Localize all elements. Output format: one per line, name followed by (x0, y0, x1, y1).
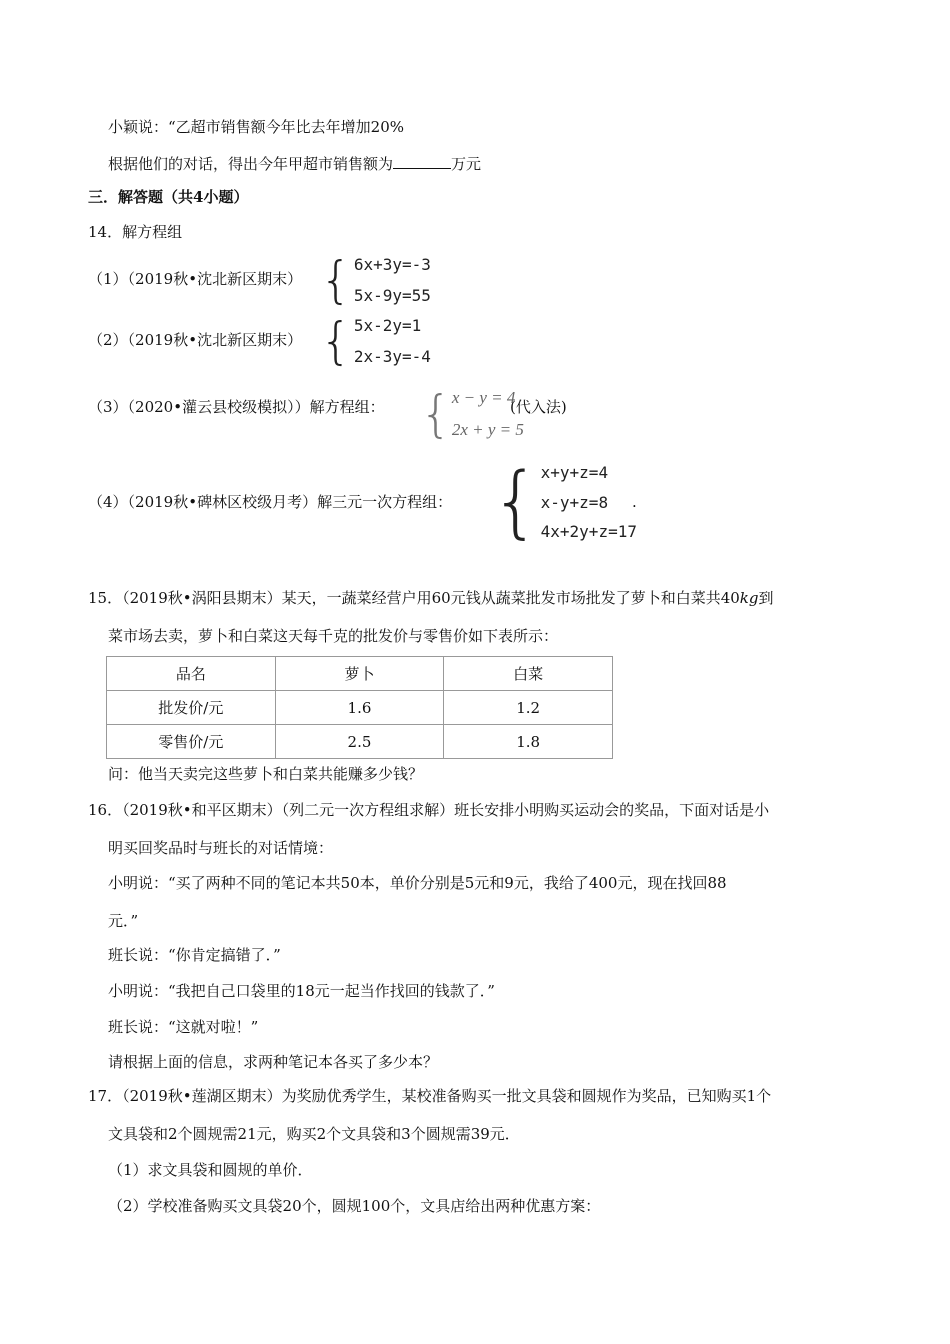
table-cell: 1.6 (275, 691, 444, 725)
equation: x+y+z=4 (540, 463, 609, 482)
equation: 5x-9y=55 (353, 286, 431, 305)
equation: x − y = 4 (451, 388, 516, 407)
q14-part3-note: (代入法) (510, 398, 567, 416)
brace-icon: { (320, 251, 352, 309)
q15-line-1-text: 15．（2019秋•涡阳县期末）某天，一蔬菜经营户用60元钱从蔬菜批发市场批发了萝卜和白菜共40 (88, 589, 740, 607)
equation: 5x-2y=1 (353, 316, 422, 335)
q14-part4-end: . (632, 493, 637, 511)
intro-line-2-unit: 万元 (451, 155, 482, 173)
equation: 6x+3y=-3 (353, 255, 431, 274)
table-cell: 2.5 (275, 725, 444, 759)
q14-part3-system (420, 385, 524, 443)
brace-icon: { (320, 312, 352, 370)
answer-blank[interactable] (393, 154, 451, 169)
q16-line-8: 请根据上面的信息，求两种笔记本各买了多少本？ (108, 1053, 439, 1071)
q15-line-1 (88, 588, 774, 608)
q15-line-2: 菜市场去卖，萝卜和白菜这天每千克的批发价与零售价如下表所示： (108, 627, 559, 645)
intro-line-2-text: 根据他们的对话，得出今年甲超市销售额为 (108, 155, 394, 173)
q16-line-6: 小明说：“我把自己口袋里的18元一起当作找回的钱款了．” (108, 982, 495, 1000)
q14-title: 14．解方程组 (88, 223, 183, 241)
brace-icon: { (420, 385, 452, 443)
price-table (106, 656, 613, 759)
q17-line-3: （1）求文具袋和圆规的单价． (108, 1161, 313, 1179)
table-header-cell: 萝卜 (275, 657, 444, 691)
q16-line-7: 班长说：“这就对啦！” (108, 1018, 259, 1036)
q14-part2-label: （2）（2019秋•沈北新区期末） (88, 331, 303, 349)
intro-line-2 (108, 154, 481, 174)
q15-line-1-end: 到 (758, 589, 774, 607)
brace-icon: { (491, 457, 541, 547)
q14-part4-system (491, 457, 637, 547)
q15-unit: kg (739, 589, 759, 607)
table-header-cell: 白菜 (444, 657, 613, 691)
q14-part2-system (320, 312, 431, 370)
table-cell: 1.8 (444, 725, 613, 759)
q17-line-1: 17．（2019秋•莲湖区期末）为奖励优秀学生，某校准备购买一批文具袋和圆规作为奖品，已知购买1个 (88, 1087, 772, 1105)
q14-part3-label: （3）（2020•灌云县校级模拟））解方程组： (88, 398, 385, 416)
intro-line-1: 小颖说：“乙超市销售额今年比去年增加20% (108, 118, 405, 136)
table-cell: 批发价/元 (107, 691, 276, 725)
q16-line-3: 小明说：“买了两种不同的笔记本共50本，单价分别是5元和9元，我给了400元，现在找回88 (108, 874, 727, 892)
equation: 2x-3y=-4 (353, 347, 431, 366)
q17-line-2: 文具袋和2个圆规需21元，购买2个文具袋和3个圆规需39元． (108, 1125, 520, 1143)
table-cell: 零售价/元 (107, 725, 276, 759)
q17-line-4: （2）学校准备购买文具袋20个，圆规100个，文具店给出两种优惠方案： (108, 1197, 601, 1215)
q16-line-4: 元．” (108, 912, 139, 930)
section-title: 三．解答题（共4小题） (88, 188, 249, 206)
equation: 4x+2y+z=17 (540, 522, 637, 541)
q15-question: 问：他当天卖完这些萝卜和白菜共能赚多少钱？ (108, 765, 424, 783)
table-row (107, 691, 613, 725)
table-cell: 1.2 (444, 691, 613, 725)
q14-part1-label: （1）（2019秋•沈北新区期末） (88, 270, 303, 288)
q16-line-5: 班长说：“你肯定搞错了．” (108, 946, 281, 964)
q16-line-1: 16．（2019秋•和平区期末）（列二元一次方程组求解）班长安排小明购买运动会的奖品，下面对话是小 (88, 801, 770, 819)
table-header-cell: 品名 (107, 657, 276, 691)
equation: 2x + y = 5 (451, 420, 524, 439)
q14-part4-label: （4）（2019秋•碑林区校级月考）解三元一次方程组： (88, 493, 453, 511)
table-header-row (107, 657, 613, 691)
q16-line-2: 明买回奖品时与班长的对话情境： (108, 839, 334, 857)
table-row (107, 725, 613, 759)
q14-part1-system (320, 251, 431, 309)
equation: x-y+z=8 (540, 492, 609, 512)
